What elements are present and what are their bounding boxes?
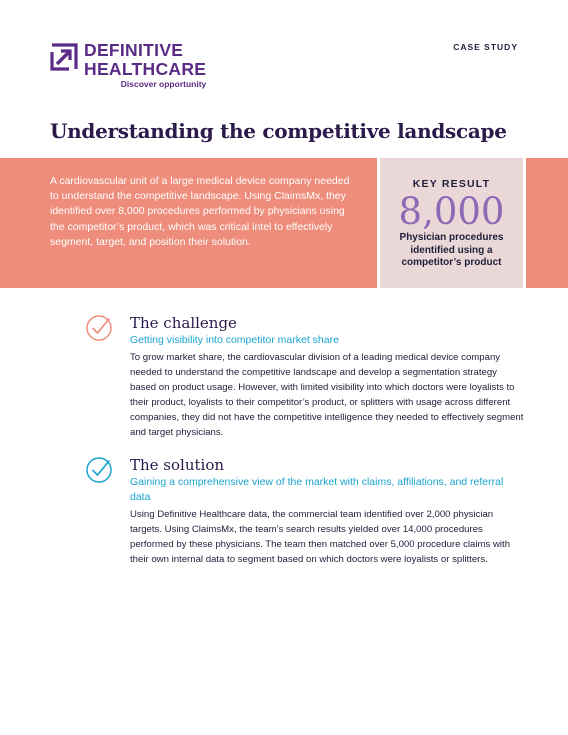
- challenge-section: [85, 314, 525, 440]
- arrow-square-logo-icon: [50, 43, 78, 71]
- page-title: Understanding the competitive landscape: [50, 119, 507, 143]
- solution-subtitle: Gaining a comprehensive view of the market with claims, affiliations, and referral data: [130, 476, 504, 503]
- company-logo: [50, 42, 206, 89]
- summary-text: A cardiovascular unit of a large medical device company needed to understand the competitive landscape. Using ClaimsMx, they identified over 8,000 procedures performed by physicians using the competitor’s product, which was critical intel to effectively segment, target, and position their solution.: [50, 175, 350, 248]
- check-circle-icon: [85, 456, 113, 484]
- challenge-text: To grow market share, the cardiovascular division of a leading medical device company needed to understand the competitive landscape and develop a segmentation strategy based on product usage. However, with limited visibility into which doctors were loyalists to their product, loyalists to their competitor’s product, or splitters with usage across different companies, they did not have the competitive intelligence they needed to effectively segment and target physicians.: [130, 352, 524, 438]
- solution-text: Using Definitive Healthcare data, the commercial team identified over 2,000 physician targets. Using ClaimsMx, the team’s search results yielded over 14,000 procedures performed by these physicians. The team then matched over 5,000 procedure claims with their own internal data to segment based on which doctors were loyalists or splitters.: [130, 509, 511, 565]
- key-result-number: 8,000: [398, 190, 505, 233]
- solution-title: The solution: [130, 456, 225, 474]
- logo-wordmark: [84, 42, 206, 89]
- check-circle-icon: [85, 314, 113, 342]
- key-result-box: [377, 158, 526, 288]
- logo-line-1: DEFINITIVE: [84, 40, 184, 60]
- key-result-caption: Physician procedures identified using a competitor’s product: [399, 232, 504, 268]
- key-result-label: KEY RESULT: [412, 178, 491, 190]
- logo-tagline: Discover opportunity: [120, 79, 207, 89]
- challenge-subtitle: Getting visibility into competitor market share: [130, 334, 339, 346]
- summary-band: [0, 158, 568, 288]
- document-type-label: CASE STUDY: [453, 42, 518, 52]
- solution-section: [85, 456, 525, 568]
- logo-line-2: HEALTHCARE: [84, 58, 207, 79]
- challenge-title: The challenge: [130, 314, 237, 332]
